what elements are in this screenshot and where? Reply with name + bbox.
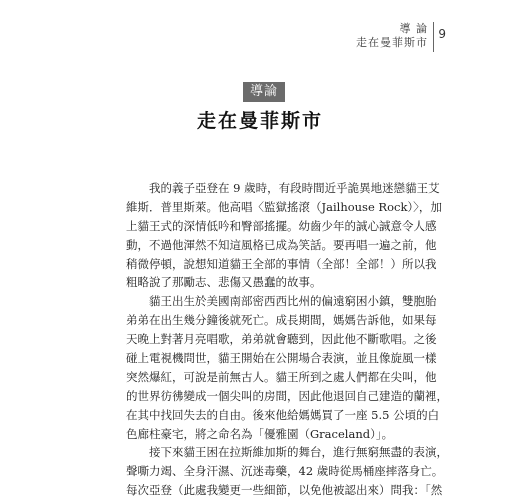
running-head-section: 導 論 [399, 22, 428, 35]
body-line: 動，不過他渾然不知這風格已成為笑話。要再唱一遍之前，他 [126, 237, 437, 252]
chapter-title: 走在曼菲斯市 [196, 110, 323, 132]
page-number: 9 [438, 27, 446, 41]
body-line: 的世界彷彿變成一個尖叫的房間，因此他退回自己建造的蘭裡， [126, 388, 448, 403]
body-line: 天晚上對著月亮唱歌，弟弟就會聽到，因此他不斷歌唱。之後 [126, 332, 437, 347]
running-head-title: 走在曼菲斯市 [356, 36, 428, 49]
running-head [356, 22, 428, 50]
section-badge: 導論 [243, 82, 285, 102]
body-line: 弟弟在出生幾分鐘後就死亡。成長期間，媽媽告訴他，如果每 [126, 313, 437, 328]
body-line: 上貓王式的深情低吟和臀部搖擺。幼齒少年的誠心誠意令人感 [126, 218, 437, 233]
body-line: 每次亞登（此處我變更一些細節，以免他被認出來）問我：「然 [126, 483, 443, 498]
body-line: 貓王出生於美國南部密西西比州的偏遠窮困小鎮，雙胞胎 [149, 294, 437, 309]
body-line: 色廊柱豪宅，將之命名為「優雅園（Graceland）」。 [126, 426, 394, 441]
body-line: 碰上電視機問世，貓王開始在公開場合表演，並且像旋風一樣 [126, 351, 437, 366]
body-line: 接下來貓王困在拉斯維加斯的舞台，進行無窮無盡的表演， [149, 445, 448, 460]
running-head-divider [433, 22, 434, 52]
body-line: 在其中找回失去的自由。後來他給媽媽買了一座 5.5 公頃的白 [126, 407, 440, 422]
body-text [126, 179, 448, 500]
body-line: 粗略說了那勵志、悲傷又愚蠢的故事。 [126, 275, 322, 290]
body-line: 稍微停頓，說想知道貓王全部的事情（全部！全部！）所以我 [126, 256, 437, 271]
body-line: 我的義子亞登在 9 歲時，有段時間近乎詭異地迷戀貓王艾 [149, 181, 440, 195]
body-line: 突然爆紅，可說是前無古人。貓王所到之處人們都在尖叫，他 [126, 369, 437, 384]
body-line: 聲嘶力竭、全身汗濕、沉迷毒藥，42 歲時從馬桶座摔落身亡。 [126, 464, 444, 479]
body-line: 維斯．普里斯萊。他高唱〈監獄搖滾（Jailhouse Rock）〉，加 [126, 199, 442, 214]
